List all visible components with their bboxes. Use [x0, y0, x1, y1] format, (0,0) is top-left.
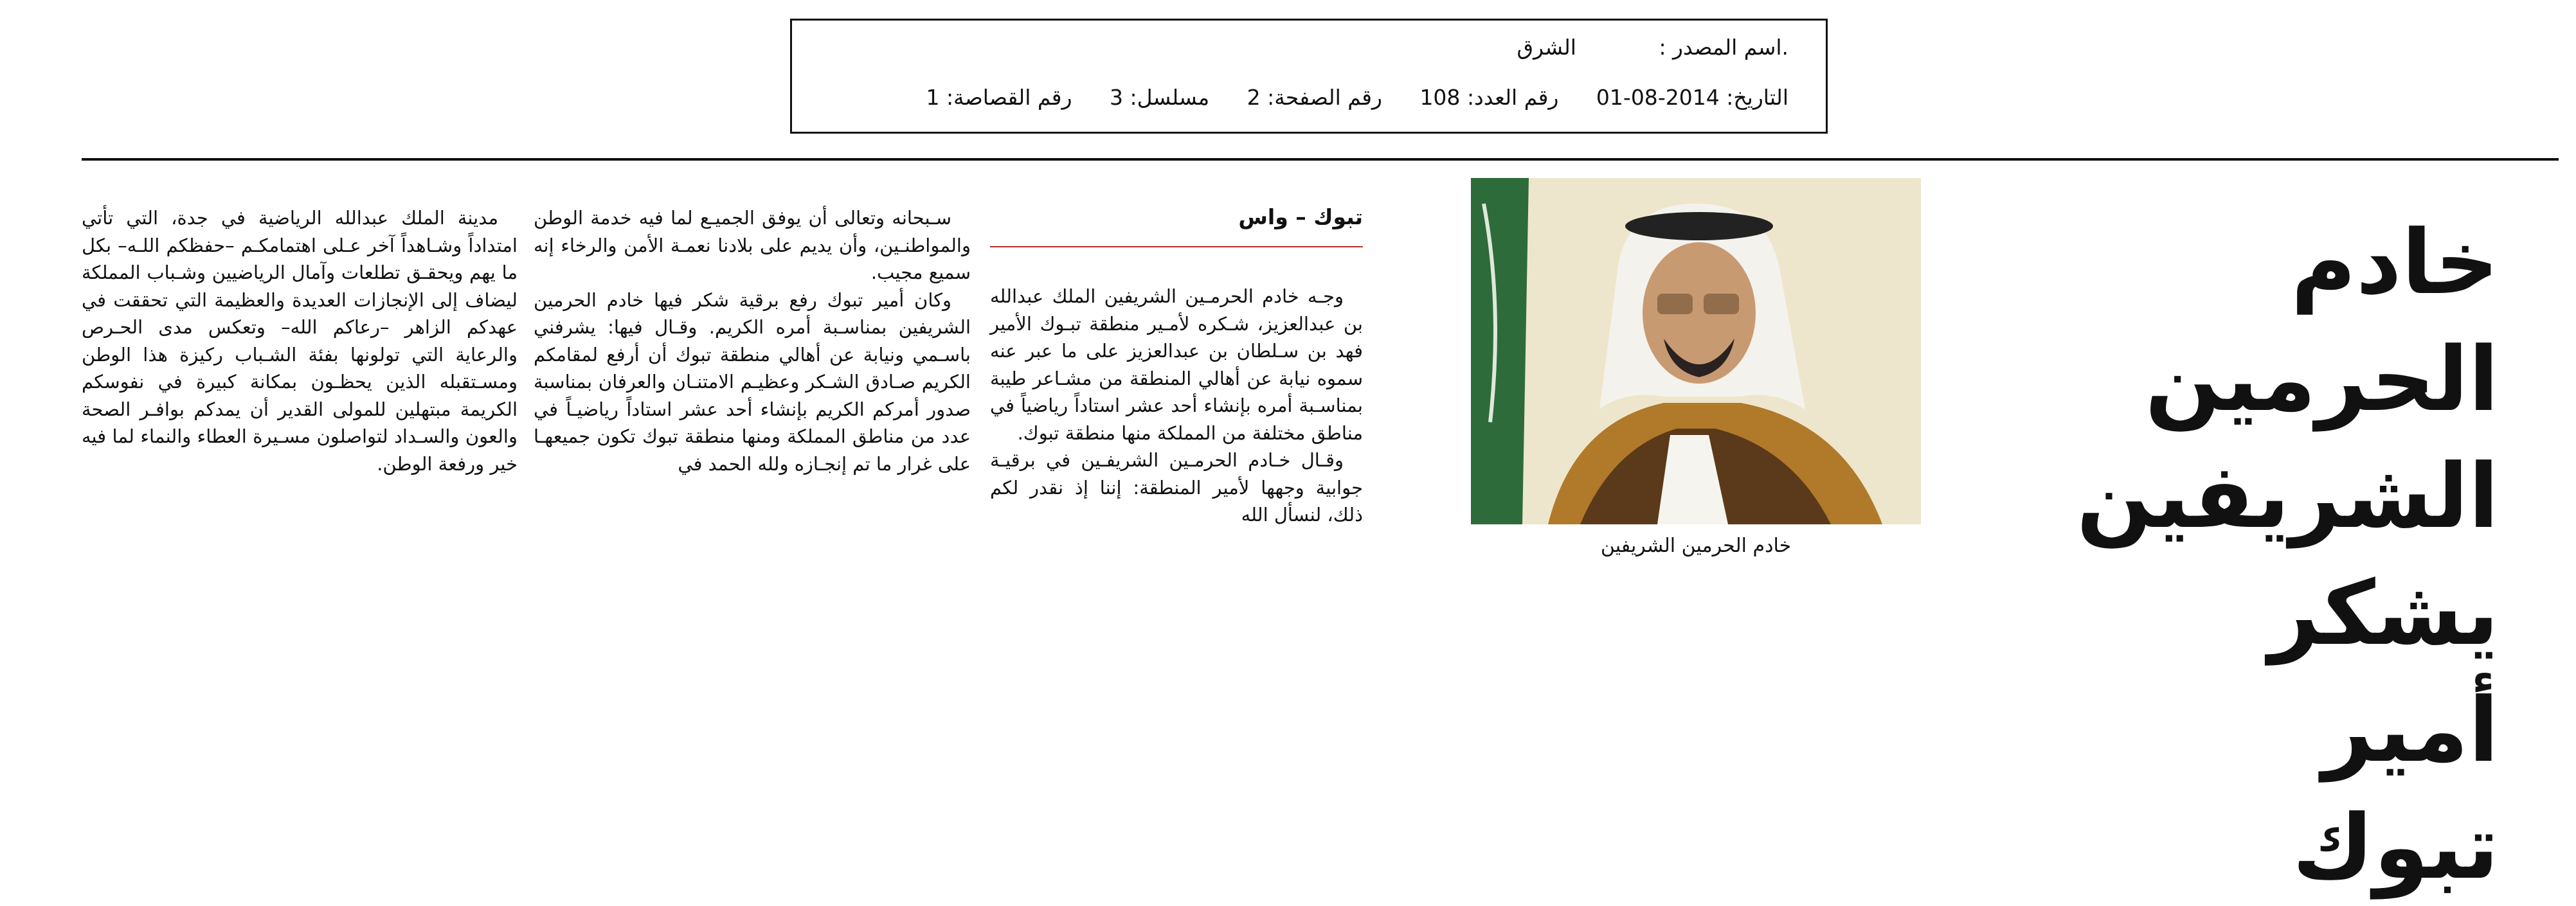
page-label: رقم الصفحة:: [1267, 85, 1382, 110]
dateline: تبوك – واس: [1238, 204, 1363, 229]
paragraph: وقـال خـادم الحرمـين الشريفـين في برقيـة جوابية وجهها لأمير المنطقة: إننا إذ نقدر لكم ذلك، لنسأل الله: [990, 449, 1363, 526]
article-column-1: [990, 283, 1363, 529]
date-label: التاريخ:: [1726, 85, 1788, 110]
issue-details-row: [895, 85, 1788, 110]
article-column-3: [82, 204, 518, 477]
paragraph: وجـه خادم الحرمـين الشريفين الملك عبدالله بن عبدالعزيز، شـكره لأمـير منطقة تبـوك الأمير فهد بن سـلطان بن عبدالعزيز على ما عبر عنه سموه نيابة عن أهالي المنطقة من مشـاعر طيبة بمناسـبة أمره بإنشاء أحد عشر استاداً رياضياً في مناطق مختلفة من المملكة منها منطقة تبوك.: [990, 285, 1363, 444]
serial-label: مسلسل:: [1130, 85, 1210, 110]
issue-label: رقم العدد:: [1466, 85, 1559, 110]
serial-value: 3: [1110, 85, 1124, 110]
paragraph: وكان أمير تبوك رفع برقية شكر فيها خادم الحرمين الشريفين بمناسـبة أمره الكريم. وقـال فيها: يشرفني باسـمي ونيابة عن أهالي منطقة تبوك أن أرفع لمقامكم الكريم صـادق الشـكر وعظيـم الامتنـان والعرفان بمناسبة صدور أمركم الكريم بإنشاء أحد عشر استاداً رياضيـاً في عدد من مناطق المملكة ومنها منطقة تبوك تكون جميعهـا على غرار ما تم إنجـازه ولله الحمد في: [534, 289, 971, 475]
paragraph: مدينة الملك عبدالله الرياضية في جدة، التي تأتي امتداداً وشـاهداً آخر عـلى اهتمامكـم –حفظكم اللـه– بكل ما يهم ويحقـق تطلعات وآمال الرياضيين وشـباب المملكة ليضاف إلى الإنجازات العديدة والعظيمة التي تحققت في عهدكم الزاهر –رعاكم الله– وتعكس مدى الحـرص والرعاية التي تولونها بفئة الشـباب ركيزة هذا الوطن ومسـتقبله الذين يحظـون بمكانة كبيرة في نفوسكم الكريمة مبتهلين للمولى القدير أن يمدكم بوافـر الصحة والعون والسـداد لتواصلون مسـيرة العطاء والنماء لما فيه خير ورفعة الوطن.: [82, 207, 518, 475]
portrait-photo: [1471, 178, 1921, 524]
source-row: [1486, 35, 1788, 60]
issue-value: 108: [1419, 85, 1461, 110]
clip-value: 1: [926, 85, 940, 110]
clip-label: رقم القصاصة:: [946, 85, 1072, 110]
article-headline: [2076, 204, 2499, 906]
source-label: .اسم المصدر :: [1659, 35, 1788, 60]
top-divider: [82, 158, 2559, 161]
photo-caption: خادم الحرمين الشريفين: [1600, 535, 1792, 557]
page-value: 2: [1247, 85, 1261, 110]
headline-line: الشريفين يشكر: [2076, 445, 2499, 665]
headline-line: خادم الحرمين: [2145, 211, 2499, 431]
source-info-box: [790, 19, 1828, 134]
headline-line: أمير تبوك: [2292, 679, 2499, 899]
date-value: 2014-08-01: [1596, 85, 1720, 110]
portrait-illustration: [1471, 178, 1921, 524]
article-column-2: [534, 204, 971, 477]
dateline-rule: [990, 246, 1363, 247]
paragraph: سـبحانه وتعالى أن يوفق الجميـع لما فيه خدمة الوطن والمواطنـين، وأن يديم على بلادنا نعمـة الأمن والرخاء إنه سميع مجيب.: [534, 207, 971, 283]
source-value: الشرق: [1517, 35, 1576, 60]
